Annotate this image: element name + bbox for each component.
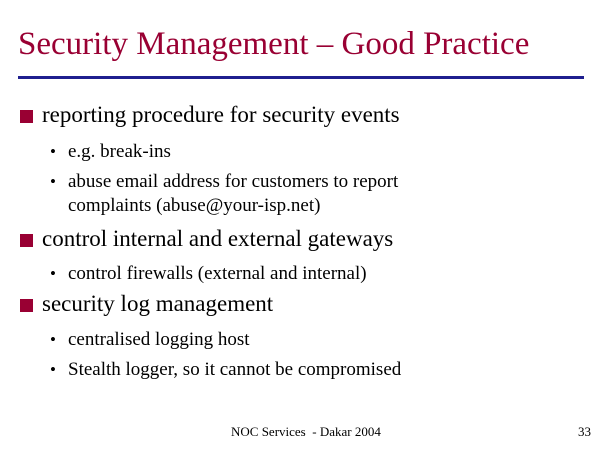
bullet-1 xyxy=(20,102,400,128)
square-bullet-icon xyxy=(20,299,33,312)
sub-bullet-1-2-text-line1: abuse email address for customers to report xyxy=(68,171,399,192)
sub-bullet-3-2-text: Stealth logger, so it cannot be compromised xyxy=(68,359,402,380)
sub-bullet-1-2 xyxy=(50,170,398,218)
dot-bullet-icon: • xyxy=(50,264,56,283)
sub-bullet-1-1-text: e.g. break-ins xyxy=(68,141,171,162)
sub-bullet-3-1-text: centralised logging host xyxy=(68,329,250,350)
sub-bullet-1-1 xyxy=(50,140,171,164)
sub-bullet-3-1 xyxy=(50,328,250,352)
sub-bullet-2-1 xyxy=(50,262,367,286)
dot-bullet-icon: • xyxy=(50,360,56,379)
page-number: 33 xyxy=(578,424,591,439)
dot-bullet-icon: • xyxy=(50,330,56,349)
square-bullet-icon xyxy=(20,110,33,123)
footer-text: NOC Services - Dakar 2004 xyxy=(231,424,381,439)
bullet-3 xyxy=(20,291,273,317)
slide-title: Security Management – Good Practice xyxy=(18,26,530,62)
title-underline xyxy=(18,76,584,79)
bullet-2-text: control internal and external gateways xyxy=(42,226,394,251)
bullet-3-text: security log management xyxy=(42,291,274,316)
sub-bullet-2-1-text: control firewalls (external and internal) xyxy=(68,263,367,284)
bullet-1-text: reporting procedure for security events xyxy=(42,102,400,127)
sub-bullet-3-2 xyxy=(50,358,401,382)
sub-bullet-1-2-text-line2: complaints (abuse@your-isp.net) xyxy=(68,195,321,216)
dot-bullet-icon: • xyxy=(50,172,56,191)
dot-bullet-icon: • xyxy=(50,142,56,161)
square-bullet-icon xyxy=(20,234,33,247)
bullet-2 xyxy=(20,226,393,252)
